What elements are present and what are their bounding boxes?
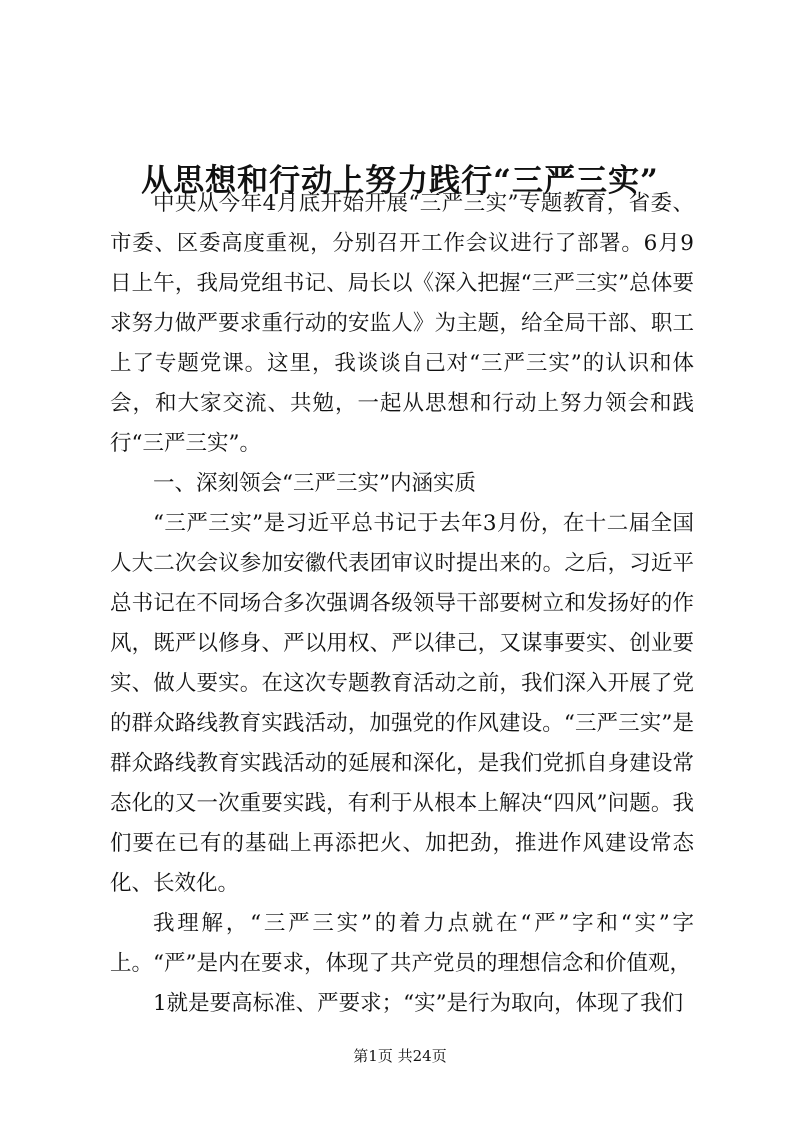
paragraph-understanding: 我理解，“三严三实”的着力点就在“严”字和“实”字上。“严”是内在要求，体现了共产党员的理想信念和价值观， xyxy=(110,911,694,976)
document-title: 从思想和行动上努力践行“三严三实” xyxy=(141,162,659,199)
page-footer: 第1页 共24页 xyxy=(353,1047,447,1065)
section-heading: 一、深刻领会“三严三实”内涵实质 xyxy=(153,471,476,496)
paragraph-intro: 中央从今年4月底开始开展“三严三实”专题教育，省委、市委、区委高度重视，分别召开工作会议进行了部署。6月9日上午，我局党组书记、局长以《深入把握“三严三实”总体要求努力做严要求重行动的安监人》为主题，给全局干部、职工上了专题党课。这里，我谈谈自己对“三严三实”的认识和体会，和大家交流、共勉，一起从思想和行动上努力领会和践行“三严三实”。 xyxy=(110,191,694,456)
paragraph-origin: “三严三实”是习近平总书记于去年3月份，在十二届全国人大二次会议参加安徽代表团审议时提出来的。之后，习近平总书记在不同场合多次强调各级领导干部要树立和发扬好的作风，既严以修身、严以用权、严以律己，又谋事要实、创业要实、做人要实。在这次专题教育活动之前，我们深入开展了党的群众路线教育实践活动，加强党的作风建设。“三严三实”是群众路线教育实践活动的延展和深化，是我们党抓自身建设常态化的又一次重要实践，有利于从根本上解决“四风”问题。我们要在已有的基础上再添把火、加把劲，推进作风建设常态化、长效化。 xyxy=(110,511,694,896)
document-body xyxy=(110,184,694,1024)
paragraph-continued: 1就是要高标准、严要求；“实”是行为取向，体现了我们 xyxy=(153,991,684,1016)
